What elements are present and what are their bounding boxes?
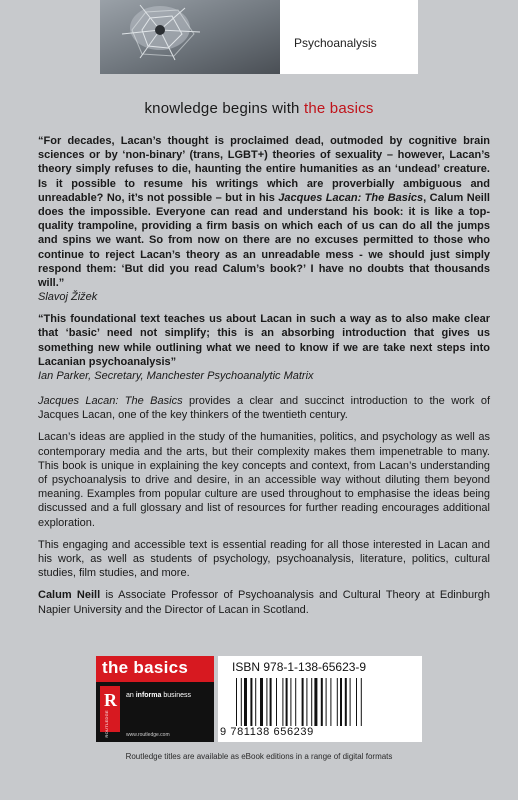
cracked-glass-image: [100, 0, 280, 74]
review-attribution: Ian Parker, Secretary, Manchester Psychoanalytic Matrix: [38, 370, 314, 383]
cover-photo: [100, 0, 280, 74]
book-description: [38, 394, 490, 625]
barcode-bar: [330, 678, 331, 726]
barcode-bar: [244, 678, 247, 726]
barcode-bar: [286, 678, 288, 726]
barcode-bar: [241, 678, 242, 726]
barcode-number: 9 781138 656239: [220, 726, 314, 738]
informa-prefix: an: [126, 692, 136, 699]
category-label: Psychoanalysis: [294, 36, 377, 50]
barcode-bar: [255, 678, 256, 726]
barcode-bar: [306, 678, 307, 726]
tagline-prefix: knowledge begins with: [144, 100, 300, 117]
barcode-bar: [270, 678, 272, 726]
review-quote-text-rest: , Calum Neill does the impossible. Everyone can read and understand his book: it is like a top-quality trampoline, providing a firm basis on which each of us can do all the jumps and spins we want. So from now on there are no excuses permitted to those who continue to reject Lacan’s theory as an unreadable mess - we should just simply respond them: ‘But did you read Calum’s book?’ I have no doubts that thousands will.”: [38, 191, 490, 290]
barcode-icon: [234, 678, 410, 726]
review-quote-book-title: Jacques Lacan: The Basics: [278, 191, 424, 204]
series-logo-text: the basics: [102, 658, 189, 677]
review-attribution: Slavoj Žižek: [38, 291, 98, 304]
reviews-section: [38, 134, 490, 391]
author-bio-text: is Associate Professor of Psychoanalysis and Cultural Theory at Edinburgh Napier University and the Director of Lacan in Scotland.: [38, 589, 491, 616]
ebook-note: Routledge titles are available as eBook editions in a range of digital formats: [125, 752, 393, 761]
informa-brand: informa: [135, 692, 162, 699]
barcode-bar: [250, 678, 252, 726]
description-text: provides a clear and succinct introduction to the work of Jacques Lacan, one of the key thinkers of the twentieth century.: [38, 395, 490, 422]
review-quote-text: “For decades, Lacan’s thought is proclaimed dead, outmoded by cognitive brain sciences or by ‘non-binary’ (trans, LGBT+) theories of sexuality – however, Lacan’s theory simply refuses to die, haunting the entire humanities as an ‘undead’ creature. Is it possible to resume his writings which are proverbially ambiguous and unreadable? No, it’s not possible – but in his: [38, 135, 490, 204]
description-book-title: Jacques Lacan: The Basics: [38, 395, 183, 407]
description-paragraph: [38, 394, 490, 422]
routledge-logo-icon: [100, 686, 120, 738]
author-bio: [38, 588, 490, 616]
routledge-logo-word: ROUTLEDGE: [104, 710, 109, 738]
barcode-bar: [282, 678, 283, 726]
barcode-bar: [361, 678, 362, 726]
barcode-bar: [340, 678, 342, 726]
barcode-bar: [295, 678, 296, 726]
series-tagline: [0, 100, 518, 117]
back-cover-footer: [96, 656, 422, 768]
isbn-label: ISBN 978-1-138-65623-9: [232, 660, 367, 674]
barcode-bar: [356, 678, 357, 726]
barcode-bar: [290, 678, 291, 726]
isbn-box: [218, 656, 422, 742]
barcode-bar: [345, 678, 347, 726]
barcode-bar: [302, 678, 304, 726]
routledge-logo-letter: R: [104, 690, 117, 710]
category-label-box: [280, 0, 418, 74]
publisher-website: www.routledge.com: [126, 732, 170, 738]
cover-top-strip: [0, 0, 518, 80]
barcode-bar: [314, 678, 317, 726]
review-quote: [38, 134, 490, 290]
barcode-bar: [260, 678, 263, 726]
barcode-bar: [311, 678, 312, 726]
description-paragraph: This engaging and accessible text is essential reading for all those interested in Lacan and his work, as well as students of psychology, psychoanalysis, literature, politics, cultural studies, film studies, and more.: [38, 538, 490, 580]
description-paragraph: Lacan’s ideas are applied in the study of the humanities, politics, and psychology as well as contemporary media and the arts, but their complexity makes them impenetrable to many. This book is unique in explaining the key concepts and context, from Lacan’s understanding of psychoanalysis to drive and desire, in an accessible way without diluting them beyond meaning. Examples from popular culture are used throughout to emphasise the ideas being discussed and a full glossary and list of resources for further reading encourages additional exploration.: [38, 431, 490, 529]
author-name: Calum Neill: [38, 589, 101, 602]
barcode-bar: [236, 678, 237, 726]
barcode-bar: [321, 678, 323, 726]
informa-suffix: business: [161, 692, 191, 699]
series-logo: [96, 656, 214, 742]
barcode-bar: [326, 678, 327, 726]
barcode-bar: [266, 678, 267, 726]
barcode-bar: [350, 678, 351, 726]
barcode-bar: [276, 678, 277, 726]
review-quote: “This foundational text teaches us about Lacan in such a way as to also make clear that ‘basic’ need not simplify; this is an absorbing introduction that gives us something new while outlining what we need to know if we are take next steps into Lacanian psychoanalysis”: [38, 313, 490, 368]
informa-business-text: [126, 692, 191, 699]
barcode-bar: [337, 678, 338, 726]
tagline-accent: the basics: [303, 100, 374, 117]
